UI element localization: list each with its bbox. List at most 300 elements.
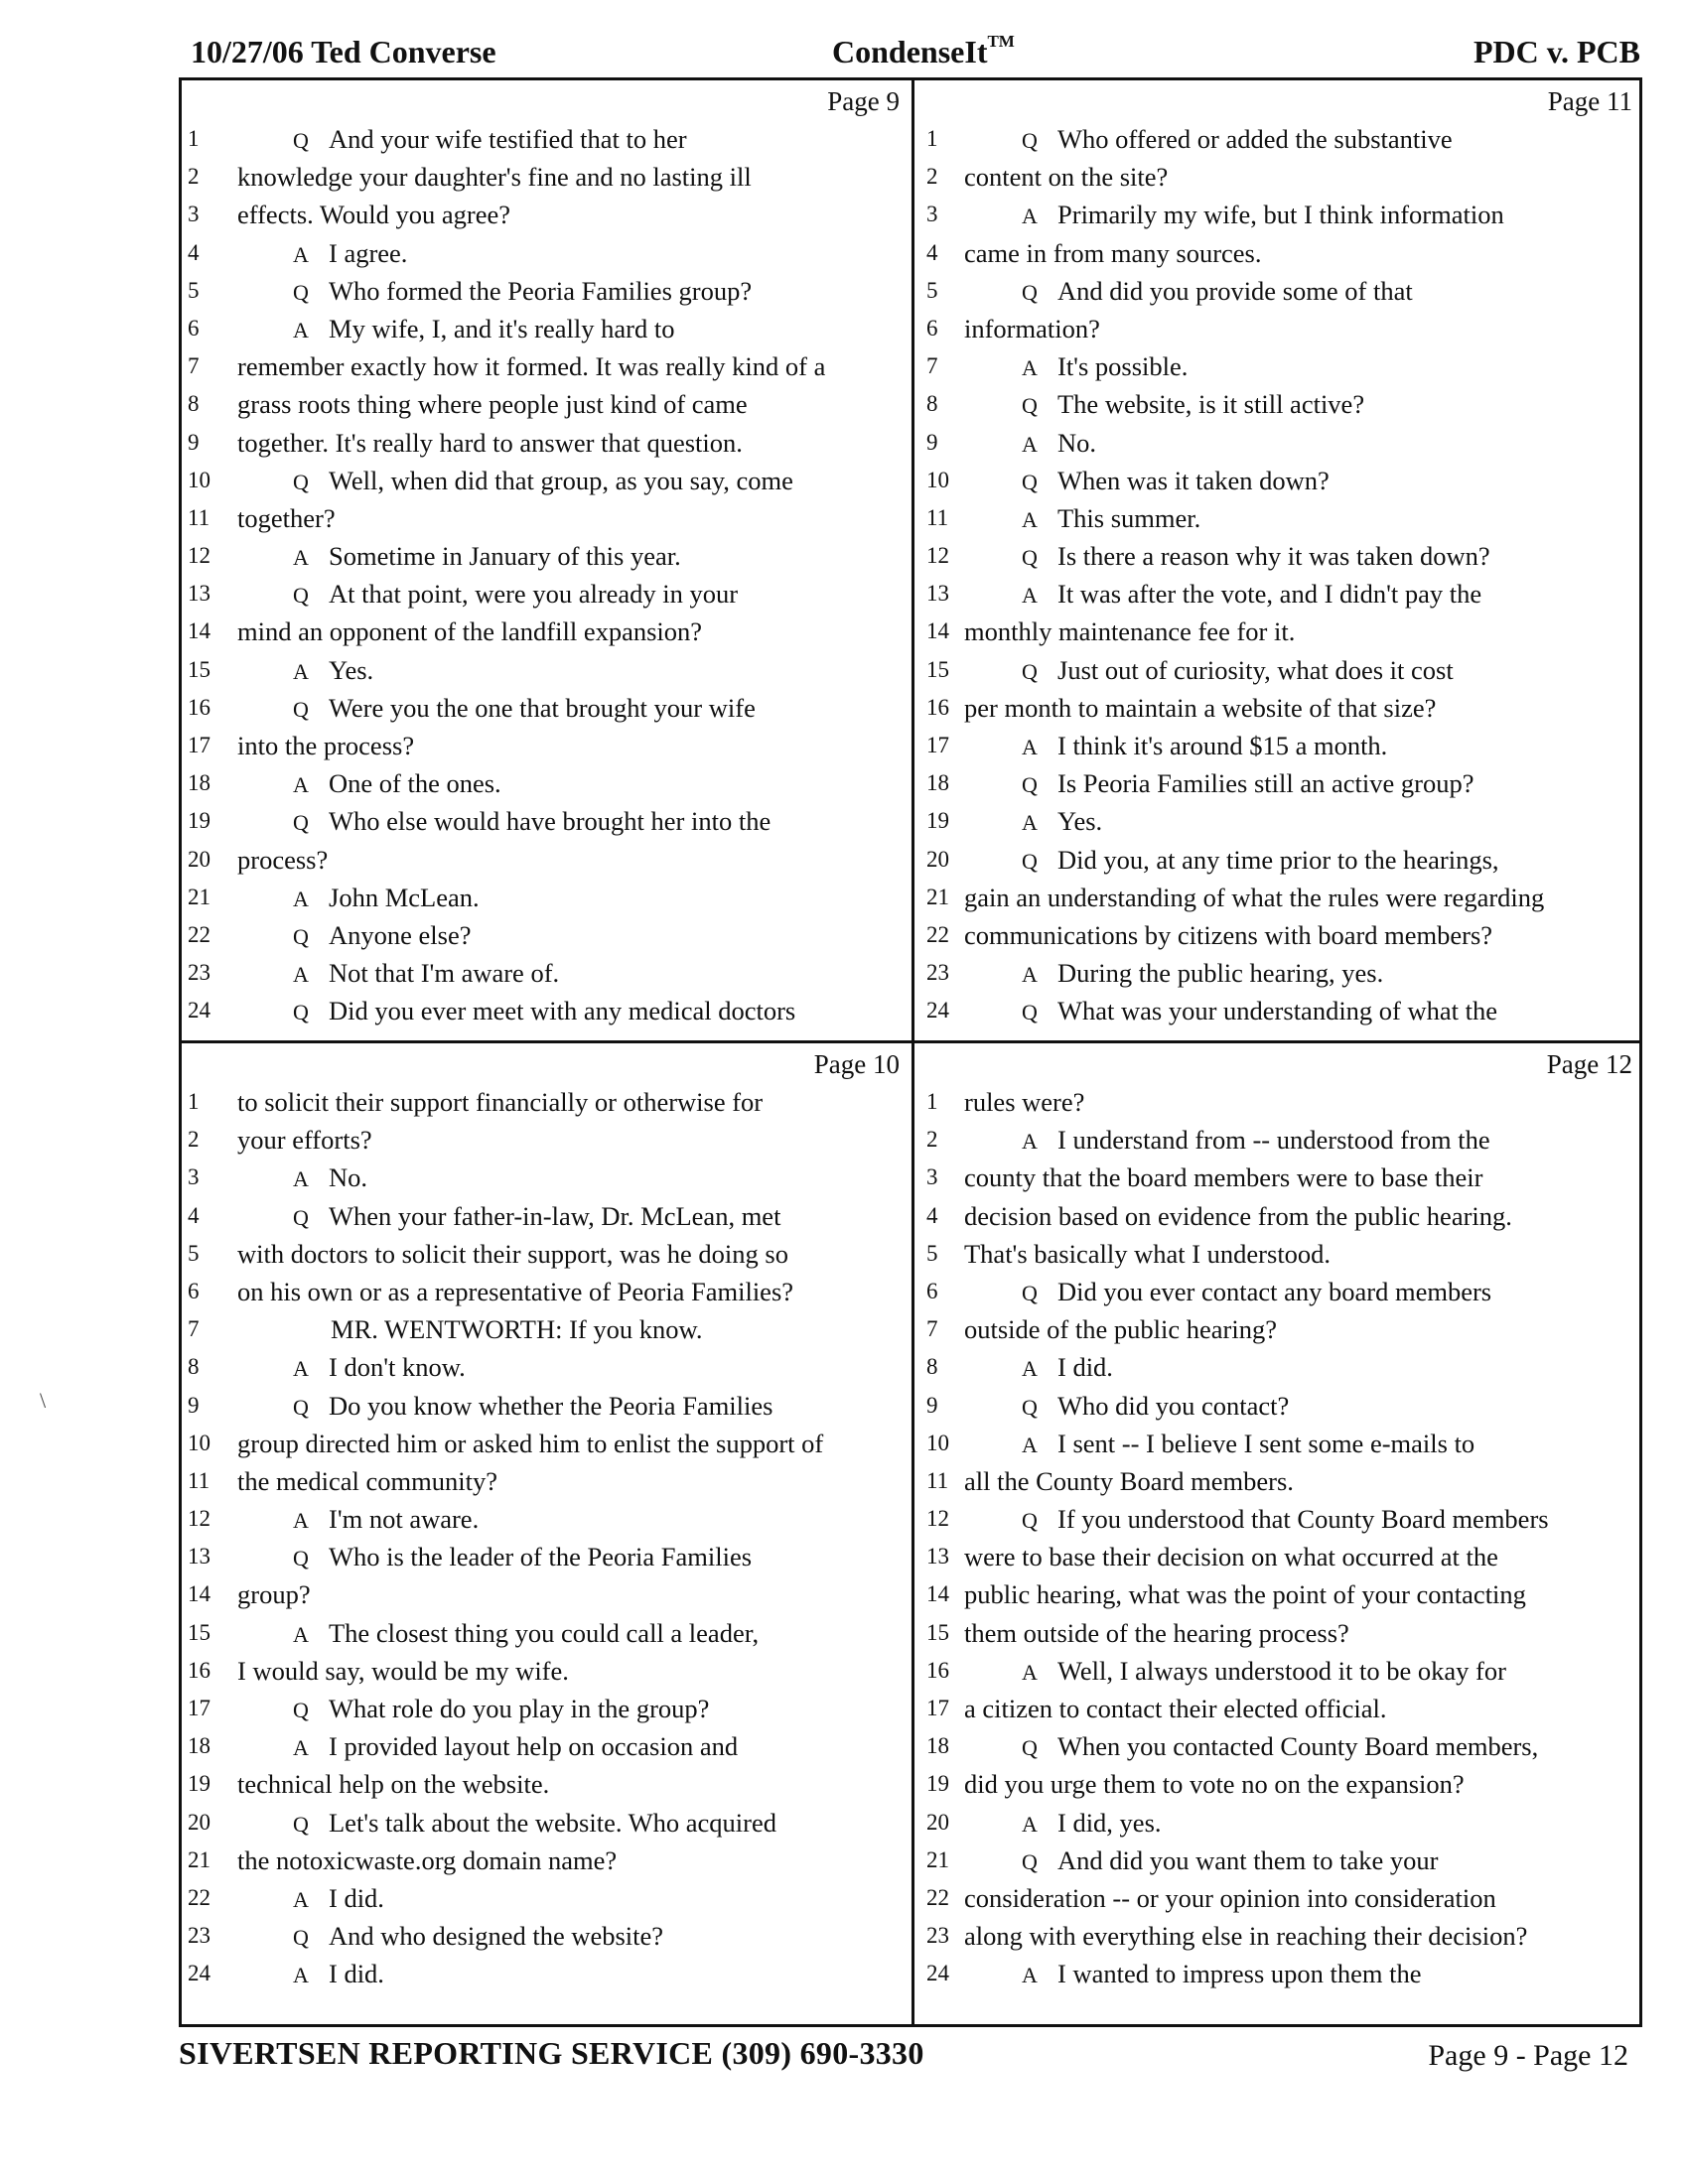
line-text: [1022, 841, 1499, 881]
line-number: 17: [188, 1696, 210, 1720]
transcript-line: [914, 992, 1642, 1029]
transcript-line: [914, 651, 1642, 689]
line-number: 3: [188, 1164, 200, 1190]
page-number-label: Page 12: [1546, 1049, 1632, 1079]
line-body: I did.: [329, 1959, 384, 1989]
line-text: [1022, 992, 1497, 1031]
question-marker: Q: [1022, 128, 1038, 153]
line-number: 3: [188, 202, 200, 227]
line-text: [293, 575, 738, 614]
answer-marker: A: [293, 1508, 309, 1534]
question-marker: Q: [1022, 393, 1038, 419]
transcript-line: [182, 1425, 910, 1462]
transcript-line: [182, 1879, 910, 1917]
line-number: 4: [188, 1202, 200, 1228]
line-number: 12: [926, 543, 949, 569]
transcript-line: [914, 1310, 1642, 1348]
transcript-lines: [914, 120, 1642, 1030]
question-marker: Q: [293, 469, 309, 494]
transcript-line: [914, 1690, 1642, 1727]
line-text: [293, 120, 687, 160]
transcript-line: [182, 462, 910, 499]
line-number: 11: [188, 1467, 210, 1493]
line-number: 17: [188, 733, 210, 757]
transcript-page-panel: [914, 80, 1642, 1035]
line-number: 14: [188, 618, 210, 644]
line-body: I agree.: [329, 237, 408, 268]
line-number: 3: [926, 202, 938, 227]
line-body: I provided layout help on occasion and: [329, 1731, 739, 1762]
transcript-line: [914, 120, 1642, 158]
transcript-line: [182, 727, 910, 764]
transcript-line: [182, 310, 910, 347]
transcript-line: [182, 802, 910, 840]
line-text: knowledge your daughter's fine and no lasting ill: [237, 162, 752, 193]
line-text: I would say, would be my wife.: [237, 1655, 569, 1686]
transcript-line: [182, 1348, 910, 1386]
line-text: remember exactly how it formed. It was really kind of a: [237, 351, 826, 382]
line-body: Let's talk about the website. Who acquired: [329, 1807, 776, 1838]
transcript-line: [182, 1121, 910, 1159]
line-number: 1: [926, 126, 938, 151]
answer-marker: A: [1022, 355, 1038, 381]
transcript-lines: [182, 1083, 910, 1993]
line-number: 19: [926, 1771, 949, 1797]
line-number: 2: [926, 164, 938, 190]
line-number: 9: [926, 1392, 938, 1418]
line-text: [293, 651, 373, 691]
line-body: Were you the one that brought your wife: [329, 692, 756, 723]
answer-marker: A: [293, 545, 309, 571]
line-text: [293, 1727, 738, 1767]
line-number: 1: [926, 1089, 938, 1114]
answer-marker: A: [1022, 962, 1038, 988]
transcript-line: [182, 1955, 910, 1992]
transcript-line: [914, 234, 1642, 272]
line-number: 23: [926, 1923, 949, 1949]
line-text: into the process?: [237, 731, 415, 760]
line-body: It was after the vote, and I didn't pay the: [1057, 579, 1482, 610]
transcript-line: [182, 992, 910, 1029]
line-text: [1022, 1500, 1549, 1540]
transcript-line: [914, 196, 1642, 233]
line-number: 19: [188, 808, 210, 834]
line-text: together. It's really hard to answer that question.: [237, 427, 743, 458]
transcript-line: [182, 499, 910, 537]
line-body: No.: [1057, 427, 1097, 458]
transcript-line: [914, 424, 1642, 462]
line-number: 7: [188, 353, 200, 379]
line-text: [293, 1538, 752, 1577]
line-number: 20: [926, 1809, 949, 1835]
question-marker: Q: [293, 923, 309, 949]
answer-marker: A: [293, 886, 309, 911]
line-text: [1022, 727, 1387, 766]
line-text: [1022, 272, 1413, 312]
line-text: [1022, 1804, 1162, 1843]
line-number: 21: [926, 1846, 949, 1872]
line-text: were to base their decision on what occurred at the: [964, 1542, 1498, 1572]
line-number: 24: [926, 998, 949, 1024]
transcript-line: [914, 347, 1642, 385]
line-number: 17: [926, 1696, 949, 1720]
transcript-line: [914, 1083, 1642, 1121]
line-body: Primarily my wife, but I think information: [1057, 200, 1504, 230]
line-text: [293, 1879, 384, 1919]
line-body: At that point, were you already in your: [329, 579, 739, 610]
line-number: 10: [926, 467, 949, 492]
line-number: 10: [926, 1430, 949, 1455]
line-number: 23: [188, 1923, 210, 1949]
answer-marker: A: [1022, 735, 1038, 759]
line-text: to solicit their support financially or otherwise for: [237, 1087, 764, 1117]
transcript-line: [914, 310, 1642, 347]
line-number: 11: [188, 504, 210, 530]
line-text: [1022, 196, 1504, 235]
line-body: Do you know whether the Peoria Families: [329, 1390, 773, 1421]
transcript-line: [914, 1348, 1642, 1386]
transcript-line: [914, 1159, 1642, 1196]
question-marker: Q: [293, 1546, 309, 1571]
trademark-mark: TM: [987, 32, 1015, 52]
line-body: Not that I'm aware of.: [329, 958, 560, 989]
page-number-label: Page 11: [1547, 86, 1632, 116]
line-text: public hearing, what was the point of your contacting: [964, 1579, 1526, 1610]
line-number: 1: [188, 126, 200, 151]
transcript-line: [914, 575, 1642, 613]
line-body: When was it taken down?: [1057, 465, 1330, 495]
question-marker: Q: [1022, 658, 1038, 684]
transcript-line: [914, 1462, 1642, 1500]
line-text: That's basically what I understood.: [964, 1238, 1332, 1269]
question-marker: Q: [1022, 1735, 1038, 1761]
transcript-line: [914, 841, 1642, 879]
question-marker: Q: [293, 1698, 309, 1722]
line-number: 18: [188, 770, 210, 796]
transcript-line: [182, 1575, 910, 1613]
margin-stray-mark: \: [40, 1388, 47, 1413]
transcript-line: [914, 954, 1642, 992]
line-number: 21: [188, 884, 210, 909]
line-body: And did you provide some of that: [1057, 275, 1413, 306]
line-body: One of the ones.: [329, 768, 501, 799]
transcript-line: [914, 727, 1642, 764]
answer-marker: A: [293, 962, 309, 988]
question-marker: Q: [1022, 1000, 1038, 1025]
transcript-line: [914, 689, 1642, 727]
line-number: 4: [926, 1202, 938, 1228]
line-number: 7: [926, 1316, 938, 1342]
line-text: [1022, 1727, 1538, 1767]
line-number: 22: [926, 921, 949, 947]
line-text: [1022, 120, 1453, 160]
line-text: [293, 1804, 776, 1843]
transcript-line: [914, 1879, 1642, 1917]
line-body: I think it's around $15 a month.: [1057, 731, 1388, 760]
line-body: No.: [329, 1162, 368, 1193]
line-number: 6: [926, 1278, 938, 1303]
transcript-line: [182, 575, 910, 613]
line-text: them outside of the hearing process?: [964, 1617, 1349, 1648]
line-text: [293, 462, 793, 501]
line-number: 8: [188, 391, 200, 417]
line-text: with doctors to solicit their support, was he doing so: [237, 1238, 788, 1269]
line-number: 13: [926, 581, 949, 607]
transcript-line: [914, 1235, 1642, 1273]
line-text: the notoxicwaste.org domain name?: [237, 1844, 618, 1875]
transcript-line: [914, 879, 1642, 916]
line-text: information?: [964, 313, 1100, 343]
line-number: 23: [926, 960, 949, 986]
line-number: 2: [188, 164, 200, 190]
line-body: And your wife testified that to her: [329, 124, 687, 154]
line-number: 20: [188, 1809, 210, 1835]
answer-marker: A: [1022, 506, 1038, 532]
answer-marker: A: [1022, 1356, 1038, 1382]
line-body: Did you ever meet with any medical doctors: [329, 996, 796, 1026]
answer-marker: A: [293, 658, 309, 684]
transcript-line: [182, 347, 910, 385]
line-text: [1022, 1842, 1438, 1881]
line-number: 7: [188, 1316, 200, 1342]
line-number: 22: [926, 1884, 949, 1910]
line-text: [1022, 1387, 1289, 1427]
line-text: [1022, 651, 1454, 691]
line-text: [293, 1197, 780, 1237]
line-body: When your father-in-law, Dr. McLean, met: [329, 1200, 781, 1231]
transcript-lines: [182, 120, 910, 1030]
line-number: 15: [926, 1619, 949, 1645]
transcript-line: [182, 1159, 910, 1196]
line-text: [293, 916, 472, 956]
line-text: decision based on evidence from the public hearing.: [964, 1200, 1512, 1231]
transcript-line: [914, 613, 1642, 650]
page-range-footer: Page 9 - Page 12: [1428, 2039, 1628, 2072]
transcript-line: [182, 424, 910, 462]
line-body: If you understood that County Board members: [1057, 1504, 1549, 1535]
transcript-line: [182, 1462, 910, 1500]
transcript-line: [914, 802, 1642, 840]
line-text: communications by citizens with board members?: [964, 919, 1493, 950]
line-text: [1022, 1273, 1491, 1312]
line-number: 5: [188, 1240, 200, 1266]
line-text: came in from many sources.: [964, 237, 1262, 268]
transcript-line: [182, 1273, 910, 1310]
transcript-line: [914, 537, 1642, 575]
line-number: 18: [926, 1733, 949, 1759]
line-body: Is there a reason why it was taken down?: [1057, 541, 1490, 572]
line-body: The closest thing you could call a leader,: [329, 1617, 760, 1648]
transcript-page-panel: [914, 1043, 1642, 1998]
transcript-lines: [914, 1083, 1642, 1993]
line-body: Did you, at any time prior to the hearings,: [1057, 844, 1499, 875]
line-number: 16: [188, 1657, 210, 1683]
line-number: 14: [926, 618, 949, 644]
line-text: [293, 689, 756, 729]
line-number: 16: [188, 694, 210, 720]
question-marker: Q: [293, 1925, 309, 1951]
line-text: [293, 1500, 479, 1540]
transcript-line: [914, 1500, 1642, 1538]
transcript-line: [182, 879, 910, 916]
line-text: [293, 1159, 367, 1198]
line-number: 4: [926, 239, 938, 265]
transcript-line: [182, 1387, 910, 1425]
line-text: [1022, 954, 1383, 994]
transcript-line: [182, 1614, 910, 1652]
line-number: 22: [188, 921, 210, 947]
answer-marker: A: [1022, 810, 1038, 836]
transcript-line: [182, 916, 910, 954]
question-marker: Q: [293, 810, 309, 836]
line-text: outside of the public hearing?: [964, 1314, 1277, 1345]
line-number: 16: [926, 1657, 949, 1683]
line-number: 24: [926, 1961, 949, 1986]
question-marker: Q: [1022, 469, 1038, 494]
line-text: gain an understanding of what the rules were regarding: [964, 882, 1545, 912]
line-number: 1: [188, 1089, 200, 1114]
header-product-name: CondenseIt: [832, 34, 988, 69]
line-text: [293, 1690, 709, 1729]
line-text: [1022, 385, 1364, 425]
line-text: [1022, 1348, 1113, 1388]
transcript-line: [914, 158, 1642, 196]
line-text: your efforts?: [237, 1125, 372, 1156]
transcript-line: [914, 1652, 1642, 1690]
line-number: 24: [188, 998, 210, 1024]
transcript-line: [914, 1842, 1642, 1879]
line-text: [293, 802, 771, 842]
page-number-label: Page 9: [827, 86, 900, 116]
page-number-label: Page 10: [813, 1049, 900, 1079]
transcript-line: [182, 613, 910, 650]
line-text: technical help on the website.: [237, 1769, 550, 1800]
question-marker: Q: [1022, 279, 1038, 305]
transcript-line: [182, 1917, 910, 1955]
line-text: did you urge them to vote no on the expansion?: [964, 1769, 1465, 1800]
transcript-line: [182, 1235, 910, 1273]
line-body: Is Peoria Families still an active group?: [1057, 768, 1474, 799]
line-number: 20: [188, 846, 210, 872]
line-text: mind an opponent of the landfill expansion?: [237, 616, 703, 647]
line-number: 3: [926, 1164, 938, 1190]
transcript-line: [914, 1917, 1642, 1955]
line-number: 14: [188, 1581, 210, 1607]
transcript-line: [182, 689, 910, 727]
line-number: 21: [926, 884, 949, 909]
answer-marker: A: [293, 772, 309, 798]
answer-marker: A: [1022, 1811, 1038, 1837]
line-text: all the County Board members.: [964, 1465, 1294, 1496]
transcript-grid: [179, 77, 1642, 2027]
line-text: [1022, 575, 1481, 614]
line-body: My wife, I, and it's really hard to: [329, 313, 675, 343]
question-marker: Q: [293, 1394, 309, 1420]
transcript-line: [182, 537, 910, 575]
answer-marker: A: [293, 1735, 309, 1761]
line-body: Just out of curiosity, what does it cost: [1057, 654, 1454, 685]
transcript-line: [914, 1727, 1642, 1765]
answer-marker: A: [293, 1166, 309, 1192]
header-case-name: PDC v. PCB: [1474, 34, 1640, 69]
line-number: 20: [926, 846, 949, 872]
line-number: 2: [188, 1127, 200, 1153]
transcript-line: [182, 1842, 910, 1879]
line-number: 11: [926, 1467, 949, 1493]
line-text: [1022, 537, 1490, 577]
line-number: 4: [188, 239, 200, 265]
line-body: Who formed the Peoria Families group?: [329, 275, 753, 306]
question-marker: Q: [293, 583, 309, 609]
line-number: 12: [926, 1506, 949, 1532]
line-body: I did.: [1057, 1352, 1113, 1383]
reporting-service-footer: SIVERTSEN REPORTING SERVICE (309) 690-3330: [179, 2035, 924, 2071]
line-body: Sometime in January of this year.: [329, 541, 681, 572]
transcript-line: [182, 651, 910, 689]
line-number: 6: [188, 315, 200, 341]
line-text: the medical community?: [237, 1465, 497, 1496]
line-body: Yes.: [1057, 806, 1103, 837]
line-text: [293, 764, 501, 804]
transcript-line: [182, 385, 910, 423]
answer-marker: A: [293, 317, 309, 342]
line-body: I understand from -- understood from the: [1057, 1125, 1490, 1156]
transcript-line: [914, 462, 1642, 499]
transcript-line: [914, 1804, 1642, 1842]
line-number: 21: [188, 1846, 210, 1872]
line-number: 9: [188, 429, 200, 455]
line-text: [1022, 1955, 1422, 1994]
page-header: [189, 34, 1648, 77]
line-number: 12: [188, 543, 210, 569]
line-number: 15: [188, 1619, 210, 1645]
line-text: MR. WENTWORTH: If you know.: [331, 1314, 703, 1345]
line-text: process?: [237, 844, 329, 875]
line-text: [293, 1917, 663, 1957]
line-number: 15: [188, 656, 210, 682]
line-text: monthly maintenance fee for it.: [964, 616, 1296, 647]
line-number: 12: [188, 1506, 210, 1532]
transcript-line: [914, 499, 1642, 537]
question-marker: Q: [293, 1811, 309, 1837]
line-body: Well, when did that group, as you say, come: [329, 465, 793, 495]
line-body: And did you want them to take your: [1057, 1844, 1439, 1875]
question-marker: Q: [293, 696, 309, 722]
line-number: 22: [188, 1884, 210, 1910]
transcript-line: [182, 158, 910, 196]
line-body: I did.: [329, 1882, 384, 1913]
line-text: [1022, 1121, 1490, 1160]
line-body: Who is the leader of the Peoria Families: [329, 1542, 753, 1572]
line-body: Who did you contact?: [1057, 1390, 1290, 1421]
line-number: 15: [926, 656, 949, 682]
line-number: 9: [926, 429, 938, 455]
line-text: [1022, 499, 1200, 539]
transcript-line: [914, 1425, 1642, 1462]
line-number: 19: [188, 1771, 210, 1797]
line-number: 6: [926, 315, 938, 341]
line-body: Who offered or added the substantive: [1057, 124, 1453, 154]
transcript-line: [914, 1765, 1642, 1803]
line-text: per month to maintain a website of that size?: [964, 692, 1437, 723]
line-text: on his own or as a representative of Peoria Families?: [237, 1276, 794, 1306]
line-number: 9: [188, 1392, 200, 1418]
transcript-line: [182, 1310, 910, 1348]
line-number: 17: [926, 733, 949, 757]
line-number: 7: [926, 353, 938, 379]
line-body: Who else would have brought her into the: [329, 806, 772, 837]
line-text: consideration -- or your opinion into consideration: [964, 1882, 1496, 1913]
